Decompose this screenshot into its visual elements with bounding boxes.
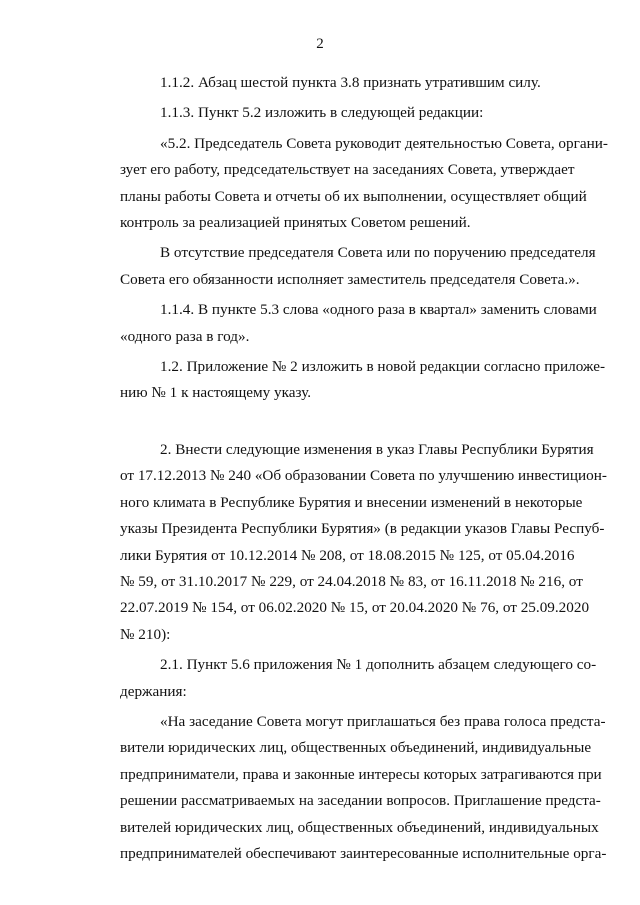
text-line: вители юридических лиц, общественных объединений, индивидуальные <box>120 739 592 757</box>
text-line: 1.2. Приложение № 2 изложить в новой редакции согласно приложе- <box>160 358 606 376</box>
document-body <box>80 70 608 867</box>
text-line: «На заседание Совета могут приглашаться без права голоса предста- <box>160 712 606 730</box>
text-line: 1.1.2. Абзац шестой пункта 3.8 признать утратившим силу. <box>160 74 541 91</box>
text-line: 1.1.3. Пункт 5.2 изложить в следующей редакции: <box>160 104 484 122</box>
paragraph-2 <box>80 437 607 648</box>
text-line: предпринимателей обеспечивают заинтересованные исполнительные орга- <box>120 844 607 862</box>
text-line: контроль за реализацией принятых Советом решений. <box>120 214 471 232</box>
text-line: «5.2. Председатель Совета руководит деятельностью Совета, органи- <box>160 134 608 152</box>
text-line: «одного раза в год». <box>120 327 250 345</box>
text-line: от 17.12.2013 № 240 «Об образовании Совета по улучшению инвестицион- <box>120 467 607 485</box>
text-line: № 59, от 31.10.2017 № 229, от 24.04.2018 № 83, от 16.11.2018 № 216, от <box>120 572 583 590</box>
text-line: указы Президента Республики Бурятия» (в редакции указов Главы Респуб- <box>120 520 605 538</box>
page-number: 2 <box>316 36 324 52</box>
paragraph-chair-absence <box>80 240 596 293</box>
text-line: 22.07.2019 № 154, от 06.02.2020 № 15, от 20.04.2020 № 76, от 25.09.2020 <box>120 599 590 617</box>
text-line: № 210): <box>120 625 171 643</box>
text-line: Совета его обязанности исполняет заместитель председателя Совета.». <box>120 270 580 288</box>
text-line: 2.1. Пункт 5.6 приложения № 1 дополнить абзацем следующего со- <box>160 656 597 674</box>
text-line: держания: <box>120 682 187 700</box>
text-line: зует его работу, председательствует на заседаниях Совета, утверждает <box>120 161 575 179</box>
text-line: В отсутствие председателя Совета или по поручению председателя <box>160 244 596 262</box>
text-line: 1.1.4. В пункте 5.3 слова «одного раза в квартал» заменить словами <box>160 301 597 319</box>
paragraph-1-1-4 <box>80 297 597 350</box>
text-line: нию № 1 к настоящему указу. <box>120 384 312 402</box>
text-line: 2. Внести следующие изменения в указ Главы Республики Бурятия <box>160 440 594 458</box>
text-line: ного климата в Республике Бурятия и внесении изменений в некоторые <box>120 493 583 511</box>
paragraph-invitation-quote <box>80 709 607 867</box>
text-line: решении рассматриваемых на заседании вопросов. Приглашение предста- <box>120 792 601 810</box>
text-line: лики Бурятия от 10.12.2014 № 208, от 18.08.2015 № 125, от 05.04.2016 <box>120 546 575 564</box>
text-line: планы работы Совета и отчеты об их выполнении, осуществляет общий <box>120 187 587 205</box>
text-line: вителей юридических лиц, общественных объединений, индивидуальных <box>120 818 599 836</box>
text-line: предприниматели, права и законные интересы которых затрагиваются при <box>120 765 602 783</box>
paragraph-2-1 <box>80 652 597 705</box>
paragraph-5-2-quote <box>80 131 608 237</box>
paragraph-1-1-3 <box>80 100 571 126</box>
paragraph-1-2 <box>80 354 606 407</box>
paragraph-1-1-2 <box>80 70 571 96</box>
